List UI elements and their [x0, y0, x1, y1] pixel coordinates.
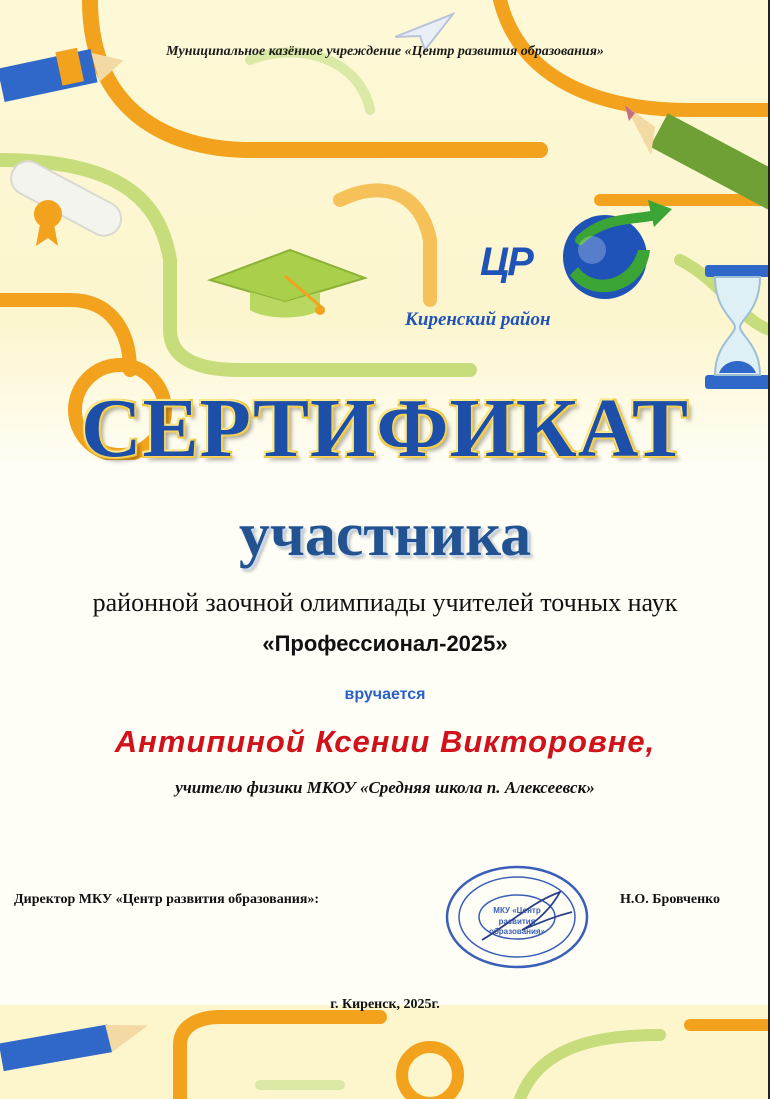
certificate-subtitle: участника — [238, 501, 532, 569]
recipient-name: Антипиной Ксении Викторовне, — [114, 724, 656, 759]
svg-text:развития: развития — [498, 917, 536, 926]
event-name: «Профессионал-2025» — [262, 631, 508, 656]
svg-text:образования»: образования» — [488, 927, 546, 936]
event-description: районной заочной олимпиады учителей точных наук — [92, 588, 678, 617]
arrow-logo-icon — [550, 195, 675, 310]
logo-region-text: Киренский район — [405, 309, 551, 330]
bottom-decoration — [0, 1005, 770, 1099]
bottom-pencil-icon — [0, 1015, 160, 1075]
awarded-label: вручается — [344, 686, 426, 703]
official-stamp-icon — [442, 862, 592, 972]
place-and-date: г. Киренск, 2025г. — [330, 997, 440, 1012]
graduation-cap-icon — [205, 240, 370, 325]
certificate-title: СЕРТИФИКАТ — [80, 382, 690, 475]
svg-text:МКУ «Центр: МКУ «Центр — [493, 906, 541, 915]
hourglass-icon — [685, 265, 770, 395]
logo-letters: ЦР — [480, 240, 532, 284]
recipient-position: учителю физики МКОУ «Средняя школа п. Алексеевск» — [175, 778, 595, 797]
director-label: Директор МКУ «Центр развития образования»: — [14, 892, 320, 907]
diploma-scroll-icon — [0, 150, 130, 280]
organization-header: Муниципальное казённое учреждение «Центр развития образования» — [166, 44, 604, 59]
signer-name: Н.О. Бровченко — [620, 892, 721, 907]
